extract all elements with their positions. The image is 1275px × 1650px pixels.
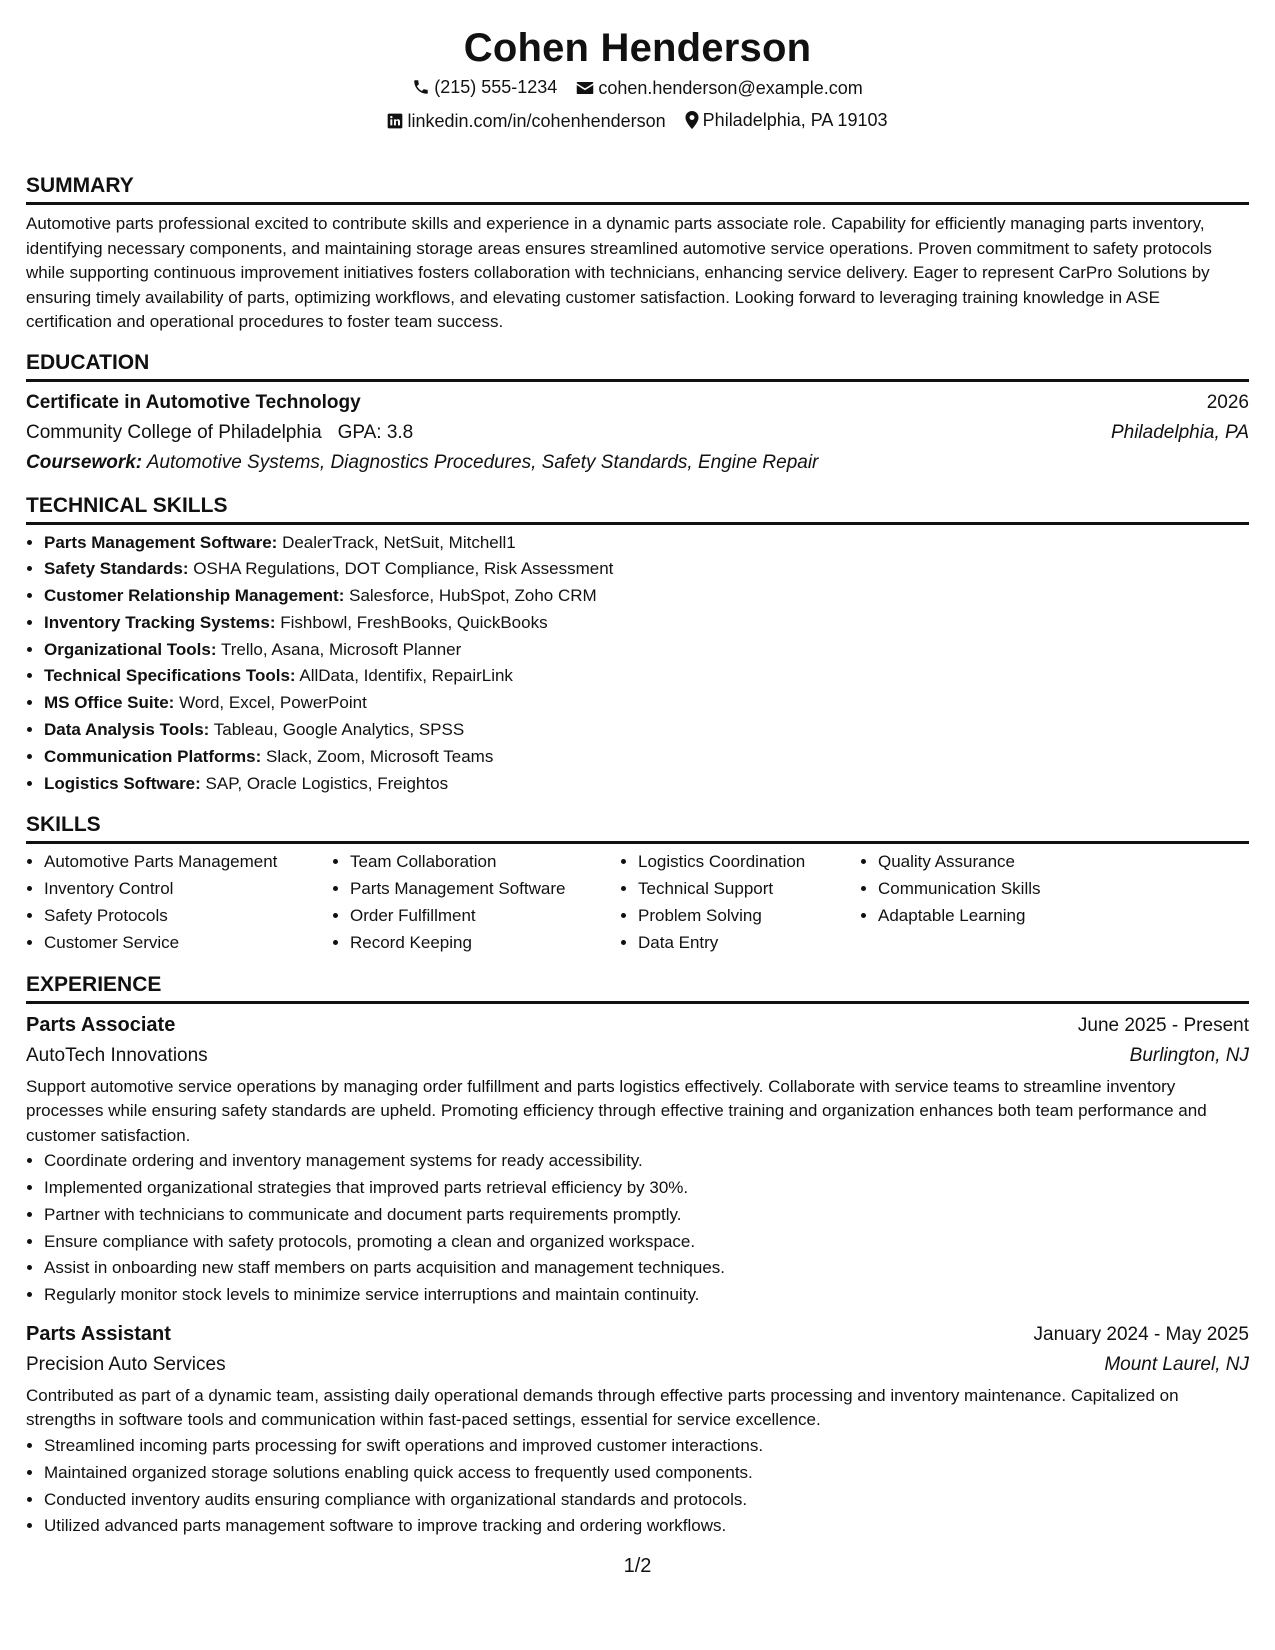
list-item: • Problem Solving	[638, 903, 860, 930]
education-year: 2026	[1206, 391, 1249, 413]
skill-value: SAP, Oracle Logistics, Freightos	[205, 773, 449, 793]
skill-value: DealerTrack, NetSuit, Mitchell1	[282, 532, 516, 552]
technical-skills-section	[26, 492, 1249, 798]
candidate-name: Cohen Henderson	[463, 26, 812, 70]
list-item: • Safety Protocols	[44, 903, 332, 930]
skills-section	[26, 811, 1249, 956]
skill-value: Fishbowl, FreshBooks, QuickBooks	[280, 612, 548, 632]
job-description: Contributed as part of a dynamic team, assisting daily operational demands through effective parts processing and inventory maintenance. Capitalized on strengths in software tools and communication within fast-paced settings, essential for service excellence.	[26, 1385, 1179, 1430]
job-title: Parts Associate	[26, 1013, 176, 1036]
job-header	[26, 1319, 1249, 1350]
list-item: • Order Fulfillment	[350, 903, 620, 930]
location-text: Philadelphia, PA 19103	[702, 110, 888, 130]
list-item: • Maintained organized storage solutions enabling quick access to frequently used components.	[44, 1460, 1249, 1487]
job-entry	[26, 1319, 1249, 1540]
skill-value: Tableau, Google Analytics, SPSS	[213, 720, 465, 740]
linkedin-text: linkedin.com/in/cohenhenderson	[407, 111, 666, 131]
skill-label: Communication Platforms:	[44, 746, 262, 766]
skill-label: MS Office Suite:	[44, 693, 175, 713]
list-item: • Utilized advanced parts management software to improve tracking and ordering workflows.	[44, 1513, 1249, 1540]
linkedin-icon	[387, 113, 403, 129]
job-bullets	[26, 1433, 1249, 1540]
contact-email[interactable]	[576, 73, 862, 103]
job-bullets	[26, 1148, 1249, 1309]
list-item: • Communication Skills	[878, 876, 1078, 903]
summary-section	[26, 172, 1249, 335]
list-item: • Conducted inventory audits ensuring compliance with organizational standards and protocols.	[44, 1487, 1249, 1514]
skill-label: Technical Specifications Tools:	[44, 666, 296, 686]
list-item: • Assist in onboarding new staff members on parts acquisition and management techniques.	[44, 1255, 1249, 1282]
list-item	[44, 771, 1249, 798]
coursework-text: Automotive Systems, Diagnostics Procedures, Safety Standards, Engine Repair	[146, 451, 819, 473]
education-section	[26, 349, 1249, 478]
job-company: AutoTech Innovations	[26, 1044, 208, 1066]
education-coursework	[26, 448, 1249, 478]
phone-icon	[412, 78, 430, 96]
contact-linkedin[interactable]	[387, 106, 665, 136]
map-pin-icon	[685, 111, 699, 129]
list-item: • Logistics Coordination	[638, 849, 860, 876]
skills-column-3	[620, 849, 860, 956]
contact-row-1	[26, 72, 1249, 105]
list-item	[44, 744, 1249, 771]
email-text: cohen.henderson@example.com	[598, 78, 863, 98]
list-item: • Coordinate ordering and inventory management systems for ready accessibility.	[44, 1148, 1249, 1175]
skill-label: Data Analysis Tools:	[44, 720, 210, 740]
list-item: • Team Collaboration	[350, 849, 620, 876]
list-item	[44, 690, 1249, 717]
education-row-1	[26, 388, 1249, 418]
list-item: • Regularly monitor stock levels to minimize service interruptions and maintain continuity.	[44, 1282, 1249, 1309]
skill-value: Trello, Asana, Microsoft Planner	[220, 639, 462, 659]
contact-phone	[412, 72, 557, 102]
section-title-technical-skills: TECHNICAL SKILLS	[26, 492, 1249, 525]
summary-text: Automotive parts professional excited to contribute skills and experience in a dynamic parts associate role. Capability for efficiently managing parts inventory, identifying necessary components, and maintaining storage areas ensures streamlined automotive service operations. Proven commitment to safety protocols while supporting continuous improvement initiatives fosters collaboration with technicians, enhancing service delivery. Eager to represent CarPro Solutions by ensuring timely availability of parts, optimizing workflows, and elevating customer satisfaction. Looking forward to leveraging training knowledge in ASE certification and operational procedures to foster team success.	[26, 214, 1212, 331]
list-item: • Record Keeping	[350, 930, 620, 957]
education-row-2	[26, 418, 1249, 448]
list-item: • Streamlined incoming parts processing for swift operations and improved customer interactions.	[44, 1433, 1249, 1460]
list-item: • Data Entry	[638, 930, 860, 957]
list-item: • Quality Assurance	[878, 849, 1078, 876]
section-title-summary: SUMMARY	[26, 172, 1249, 205]
skill-label: Safety Standards:	[44, 559, 189, 579]
coursework-label: Coursework:	[26, 451, 143, 473]
skill-label: Logistics Software:	[44, 773, 201, 793]
list-item: • Partner with technicians to communicate and document parts requirements promptly.	[44, 1202, 1249, 1229]
list-item: • Technical Support	[638, 876, 860, 903]
education-school-line	[26, 418, 413, 448]
list-item: • Implemented organizational strategies that improved parts retrieval efficiency by 30%.	[44, 1175, 1249, 1202]
list-item	[44, 556, 1249, 583]
section-title-skills: SKILLS	[26, 811, 1249, 844]
technical-skills-list	[26, 530, 1249, 798]
list-item	[44, 663, 1249, 690]
list-item: • Adaptable Learning	[878, 903, 1078, 930]
job-dates: January 2024 - May 2025	[1033, 1323, 1249, 1345]
job-company: Precision Auto Services	[26, 1353, 226, 1375]
skill-value: Slack, Zoom, Microsoft Teams	[265, 746, 494, 766]
phone-text: (215) 555-1234	[434, 77, 558, 97]
job-location: Mount Laurel, NJ	[1104, 1353, 1249, 1375]
skills-grid	[26, 849, 1249, 956]
education-degree: Certificate in Automotive Technology	[26, 391, 361, 413]
skill-label: Parts Management Software:	[44, 532, 278, 552]
education-location: Philadelphia, PA	[1110, 421, 1249, 443]
list-item	[44, 583, 1249, 610]
list-item: • Parts Management Software	[350, 876, 620, 903]
skill-label: Customer Relationship Management:	[44, 586, 345, 606]
skill-label: Inventory Tracking Systems:	[44, 612, 276, 632]
job-location: Burlington, NJ	[1129, 1044, 1249, 1066]
list-item: • Automotive Parts Management	[44, 849, 332, 876]
page-number: 1/2	[623, 1555, 652, 1577]
education-school: Community College of Philadelphia	[26, 421, 322, 443]
list-item: • Inventory Control	[44, 876, 332, 903]
envelope-icon	[576, 80, 594, 96]
job-entry	[26, 1010, 1249, 1309]
job-subheader	[26, 1350, 1249, 1380]
section-title-education: EDUCATION	[26, 349, 1249, 382]
job-title: Parts Assistant	[26, 1322, 171, 1345]
skills-column-1	[26, 849, 332, 956]
list-item	[44, 637, 1249, 664]
skill-value: AllData, Identifix, RepairLink	[299, 666, 513, 686]
list-item: • Customer Service	[44, 930, 332, 957]
job-dates: June 2025 - Present	[1077, 1014, 1249, 1036]
list-item: • Ensure compliance with safety protocols, promoting a clean and organized workspace.	[44, 1229, 1249, 1256]
skills-column-2	[332, 849, 620, 956]
skill-value: Word, Excel, PowerPoint	[179, 693, 367, 713]
skill-value: OSHA Regulations, DOT Compliance, Risk Assessment	[193, 559, 614, 579]
experience-section	[26, 971, 1249, 1540]
job-subheader	[26, 1041, 1249, 1071]
job-description: Support automotive service operations by managing order fulfillment and parts logistics effectively. Collaborate with service teams to streamline inventory processes while ensuring safety standards are upheld. Promoting efficiency through effective training and organization enhances both team performance and customer satisfaction.	[26, 1076, 1207, 1145]
list-item	[44, 610, 1249, 637]
skills-column-4	[860, 849, 1078, 956]
education-gpa: GPA: 3.8	[337, 421, 414, 443]
skill-value: Salesforce, HubSpot, Zoho CRM	[349, 586, 597, 606]
contact-row-2	[26, 105, 1249, 138]
list-item	[44, 530, 1249, 557]
section-title-experience: EXPERIENCE	[26, 971, 1249, 1004]
skill-label: Organizational Tools:	[44, 639, 217, 659]
job-header	[26, 1010, 1249, 1041]
list-item	[44, 717, 1249, 744]
contact-location	[685, 105, 888, 135]
